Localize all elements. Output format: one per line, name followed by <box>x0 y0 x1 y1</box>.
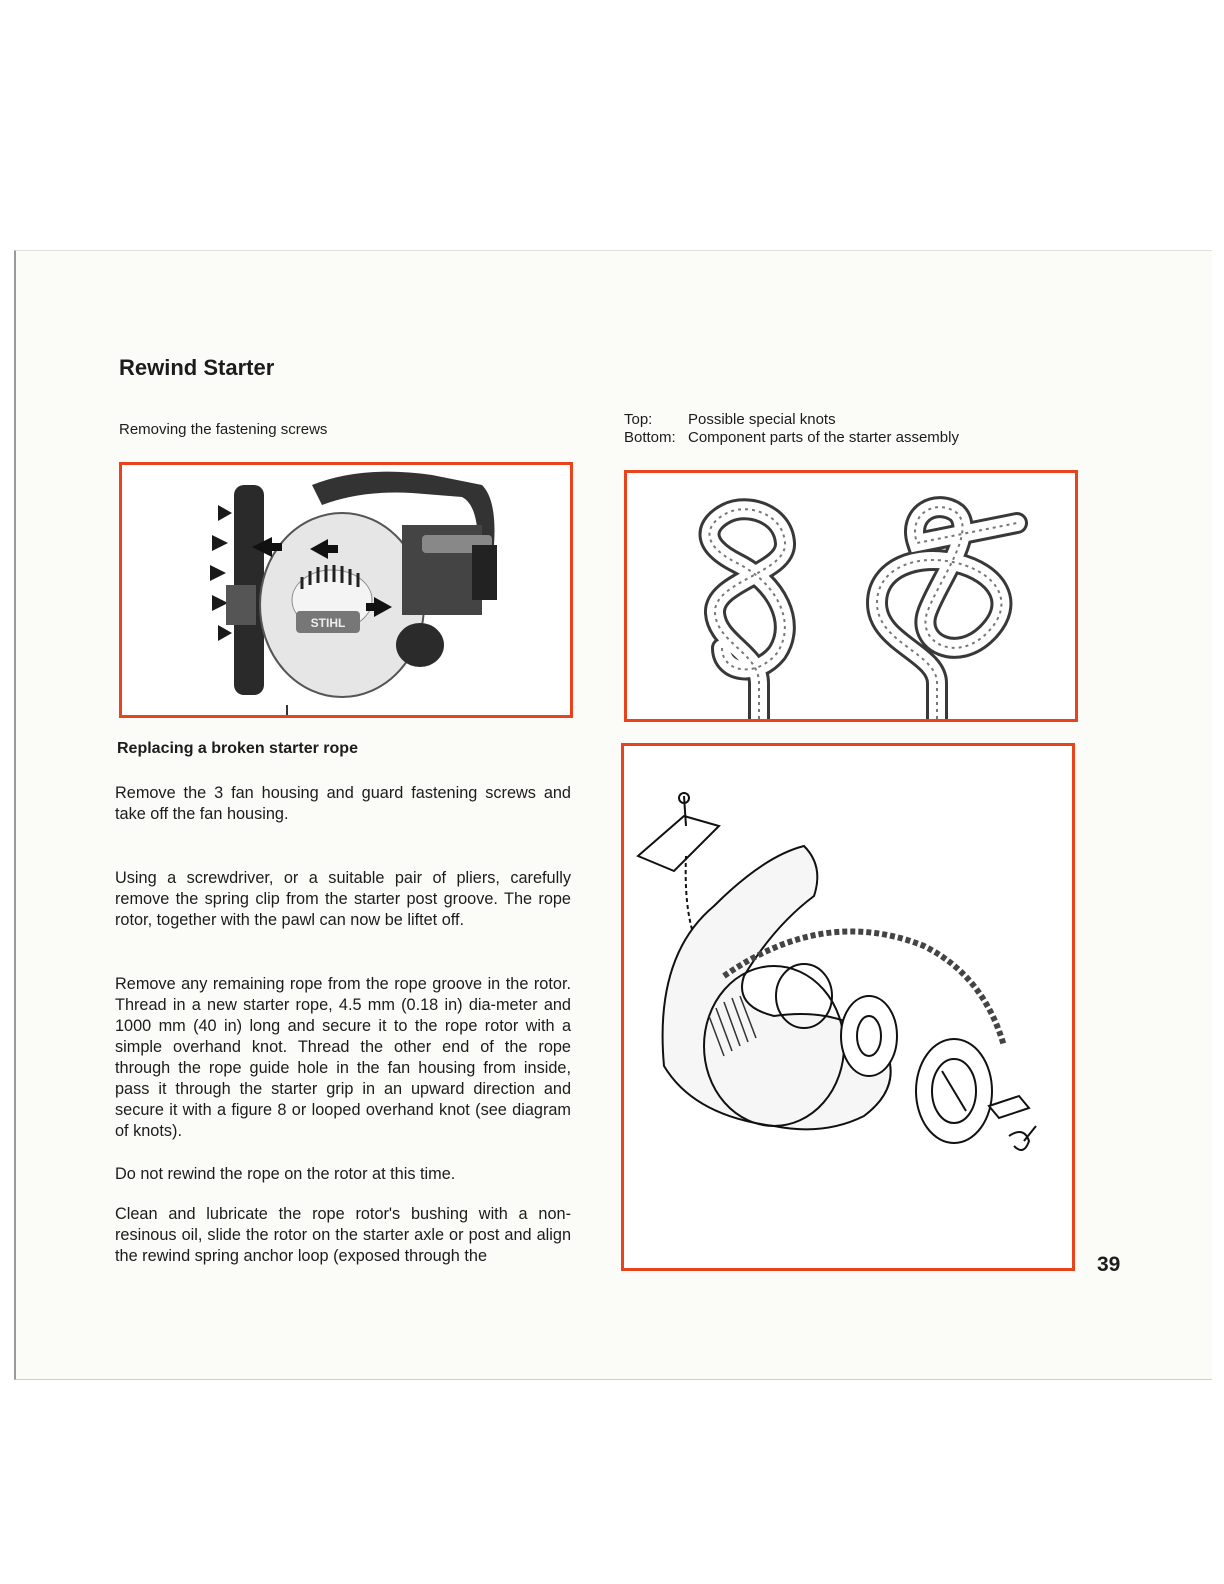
chainsaw-photo <box>122 465 570 715</box>
knots-diagram-frame <box>624 470 1078 722</box>
photo-caption: Removing the fastening screws <box>119 421 328 438</box>
starter-assembly-diagram <box>624 746 1072 1268</box>
caption-top-key: Top: <box>624 411 653 428</box>
paragraph-5: Clean and lubricate the rope rotor's bushing with a non-resinous oil, slide the rotor on the starter axle or post and align the rewind spring anchor loop (exposed through the <box>115 1205 571 1265</box>
paragraph-3: Remove any remaining rope from the rope groove in the rotor. Thread in a new starter rope, 4.5 mm (0.18 in) dia-meter and 1000 mm (40 in) long and secure it to the rope rotor with a simple overhand knot. Thread the other end of the rope through the rope guide hole in the fan housing from inside, pass it through the starter grip in an upward direction and secure it with a figure 8 or looped overhand knot (see diagram of knots). <box>115 975 571 1140</box>
section-subheading: Replacing a broken starter rope <box>117 740 358 757</box>
paragraph-1: Remove the 3 fan housing and guard fastening screws and take off the fan housing. <box>115 784 571 823</box>
page-number: 39 <box>1097 1253 1121 1276</box>
rewind-spring <box>841 996 897 1076</box>
starter-assembly-diagram-frame <box>621 743 1075 1271</box>
figure-caption <box>624 411 959 447</box>
page-title: Rewind Starter <box>119 355 275 380</box>
caption-top-text: Possible special knots <box>688 411 836 428</box>
knots-diagram <box>627 473 1075 719</box>
brand-label: STIHL <box>310 616 346 630</box>
chainsaw-photo-frame <box>119 462 573 718</box>
paragraph-4: Do not rewind the rope on the rotor at this time. <box>115 1165 456 1183</box>
caption-bottom-text: Component parts of the starter assembly <box>688 429 959 446</box>
paragraph-2: Using a screwdriver, or a suitable pair of pliers, carefully remove the spring clip from the starter post groove. The rope rotor, together with the pawl can now be liftet off. <box>115 869 571 929</box>
caption-bottom-key: Bottom: <box>624 429 676 446</box>
